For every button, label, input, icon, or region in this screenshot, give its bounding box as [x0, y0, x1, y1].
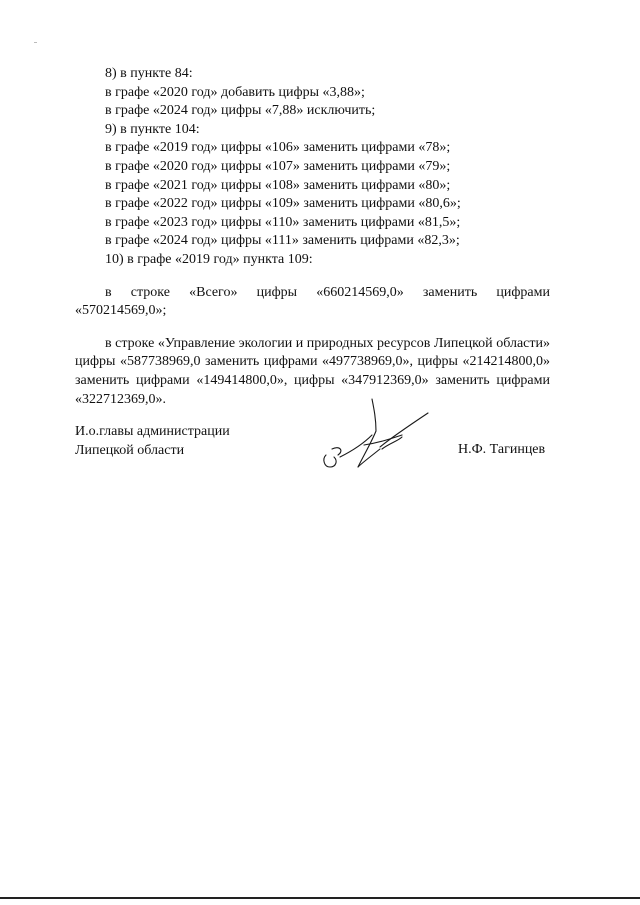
signatory-title [75, 423, 230, 460]
signatory-title-line1: И.о.главы администрации [75, 424, 230, 439]
paragraph-item-8: 8) в пункте 84: [105, 66, 193, 81]
paragraph-item-10: 10) в графе «2019 год» пункта 109: [105, 251, 313, 267]
paragraph-line: в графе «2019 год» цифры «106» заменить цифрами «78»; [105, 140, 451, 156]
handwritten-signature [320, 397, 440, 477]
paragraph-ecology-row: в строке «Управление экологии и природных ресурсов Липецкой области» цифры «587738969,0 заменить цифрами «497738969,0», цифры «214214800,0» заменить цифрами «149414800,0», цифры «347912369,0» заменить цифрами «322712369,0». [75, 335, 550, 407]
paragraph-item-9: 9) в пункте 104: [105, 121, 200, 137]
signature-block [75, 423, 565, 493]
paragraph-total-row: в строке «Всего» цифры «660214569,0» заменить цифрами «570214569,0»; [75, 284, 550, 319]
scan-speck [34, 42, 37, 43]
paragraph-line: в графе «2024 год» цифры «111» заменить цифрами «82,3»; [105, 233, 460, 249]
paragraph-line: в графе «2021 год» цифры «108» заменить цифрами «80»; [105, 177, 451, 193]
paragraph-line: в графе «2020 год» добавить цифры «3,88»; [105, 84, 365, 100]
document-body [75, 65, 550, 423]
page-bottom-edge [0, 897, 640, 899]
paragraph-line: в графе «2020 год» цифры «107» заменить цифрами «79»; [105, 158, 451, 174]
paragraph-line: в графе «2023 год» цифры «110» заменить цифрами «81,5»; [105, 214, 461, 230]
signatory-name: Н.Ф. Тагинцев [458, 442, 546, 457]
paragraph-line: в графе «2022 год» цифры «109» заменить цифрами «80,6»; [105, 196, 461, 212]
signatory-title-line2: Липецкой области [75, 442, 185, 458]
paragraph-line: в графе «2024 год» цифры «7,88» исключить; [105, 103, 376, 119]
